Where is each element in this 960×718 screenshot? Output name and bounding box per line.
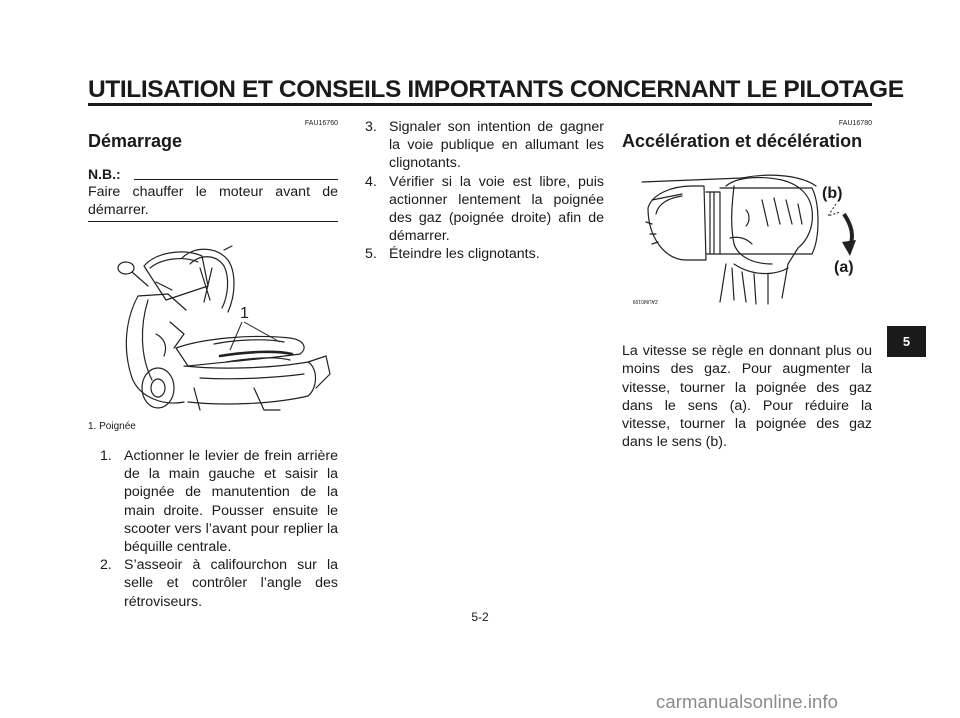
label-a: (a) (834, 259, 854, 276)
section-title-acceleration: Accélération et décélération (622, 131, 863, 151)
list-item (100, 556, 338, 611)
note-text: Faire chauffer le moteur avant de démarrer. (88, 184, 338, 218)
step-text: Éteindre les clignotants. (389, 246, 540, 263)
step-text: Vérifier si la voie est libre, puis actionner lentement la poignée des gaz (poignée droite) afin de démarrer. (389, 173, 604, 245)
list-item (365, 173, 604, 246)
steps-list-left (100, 447, 338, 611)
step-text: Actionner le levier de frein arrière de la main gauche et saisir la poignée de manutention de la main droite. Pousser ensuite le scooter vers l’avant pour replier la béquille centrale. (124, 448, 338, 556)
section-code: FAU16780 (838, 120, 872, 127)
section-code: FAU16760 (304, 120, 338, 127)
chapter-tab: 5 (887, 326, 926, 357)
step-number: 4. (365, 173, 377, 190)
page-header-title: UTILISATION ET CONSEILS IMPORTANTS CONCERNANT LE PILOTAGE (88, 76, 904, 103)
step-number: 1. (100, 448, 112, 464)
step-text: S’asseoir à califourchon sur la selle et contrôler l’angle des rétroviseurs. (124, 557, 338, 610)
header-rule (88, 103, 872, 106)
list-item (365, 245, 604, 263)
watermark: carmanualsonline.info (656, 691, 839, 712)
note-label: N.B.: (88, 166, 121, 182)
label-b: (b) (822, 185, 843, 202)
step-text: Signaler son intention de gagner la voie publique en allumant les clignotants. (389, 119, 604, 172)
list-item (365, 118, 604, 173)
list-item (100, 447, 338, 556)
throttle-figure (622, 164, 872, 310)
note-bottom-rule (88, 221, 338, 222)
section-title-demarrage: Démarrage (88, 131, 183, 151)
page-number: 5-2 (471, 610, 489, 624)
step-number: 2. (100, 557, 112, 574)
step-number: 5. (365, 246, 377, 263)
acceleration-paragraph: La vitesse se règle en donnant plus ou moins des gaz. Pour augmenter la vitesse, tourner la poignée des gaz dans le sens (a). Pour réduire la vitesse, tourner la poignée des gaz dans le sens (b). (622, 343, 872, 451)
note-rule (134, 179, 338, 180)
step-number: 3. (365, 119, 377, 135)
scooter-figure (104, 238, 336, 416)
figure-code: ZAUM0199 (632, 298, 658, 304)
steps-list-middle (365, 118, 604, 264)
figure-callout-1: 1 (240, 305, 249, 322)
figure-caption: 1. Poignée (88, 421, 136, 432)
